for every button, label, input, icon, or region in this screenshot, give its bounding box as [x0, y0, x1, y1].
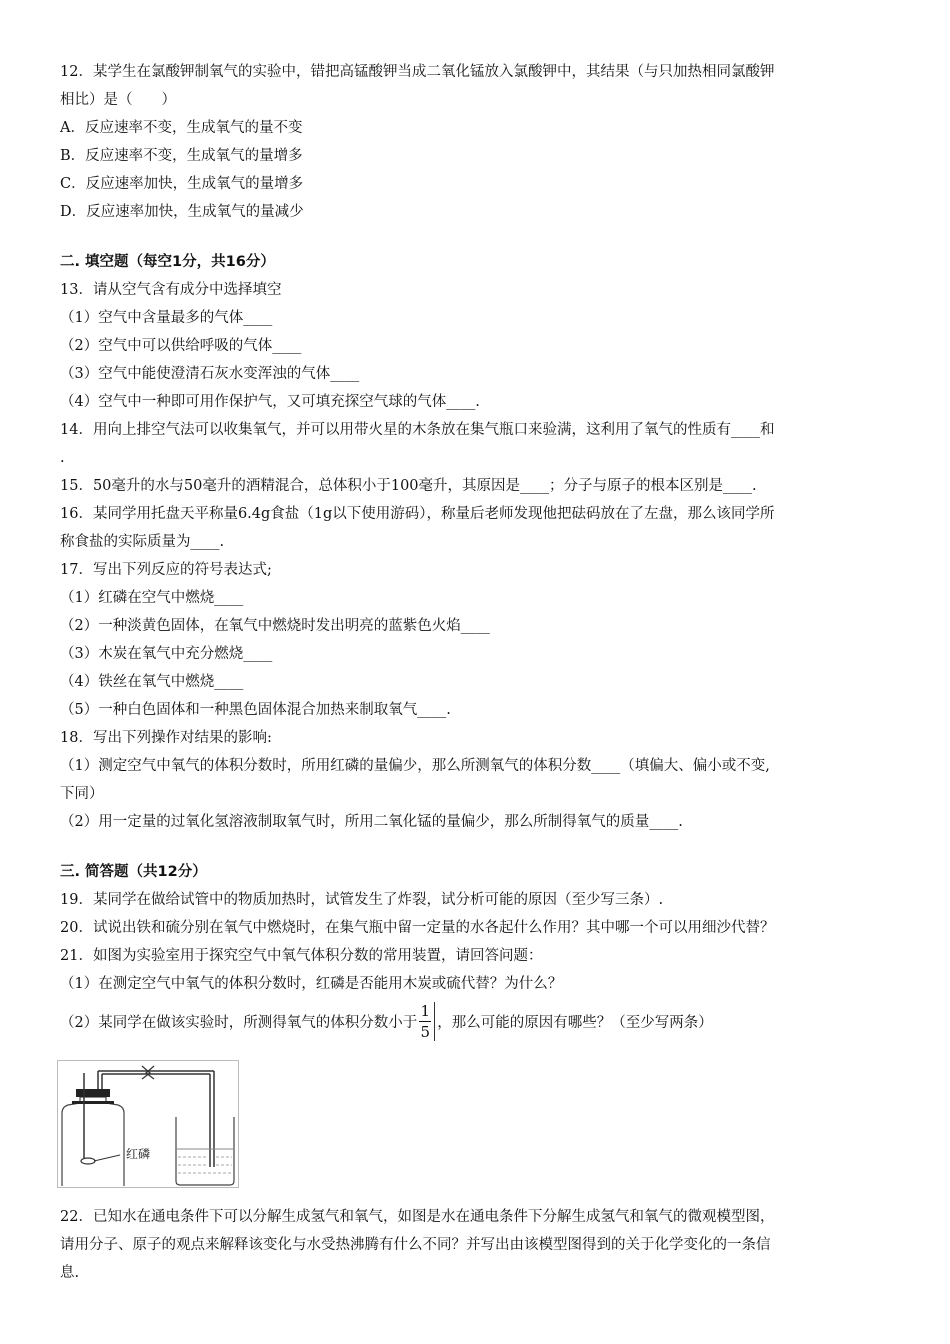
q15: 15．50毫升的水与50毫升的酒精混合，总体积小于100毫升，其原因是____；分子与原子的根本区别是____. — [60, 478, 757, 494]
fraction-numerator: 1 — [420, 1001, 430, 1020]
q18-item1-line1: （1）测定空气中氧气的体积分数时，所用红磷的量偏少，那么所测氧气的体积分数____（填偏大、偏小或不变, — [60, 758, 770, 774]
q21-item2-after: ，那么可能的原因有哪些？（至少写两条） — [437, 1014, 713, 1031]
q14-line1: 14．用向上排空气法可以收集氧气，并可以用带火星的木条放在集气瓶口来验满，这利用了氧气的性质有____和 — [60, 422, 775, 438]
q13-item-1: （1）空气中含量最多的气体____ — [60, 310, 273, 326]
q20: 20．试说出铁和硫分别在氧气中燃烧时，在集气瓶中留一定量的水各起什么作用？其中哪一个可以用细沙代替？ — [60, 920, 775, 936]
q18-item2: （2）用一定量的过氧化氢溶液制取氧气时，所用二氧化锰的量偏少，那么所制得氧气的质量____. — [60, 814, 683, 830]
q22-line2: 请用分子、原子的观点来解释该变化与水受热沸腾有什么不同？并写出由该模型图得到的关于化学变化的一条信 — [60, 1237, 771, 1253]
oxygen-apparatus-diagram — [57, 1060, 239, 1188]
q19: 19．某同学在做给试管中的物质加热时，试管发生了炸裂，试分析可能的原因（至少写三条）. — [60, 892, 664, 908]
apparatus-svg — [58, 1061, 238, 1187]
q13-item-2: （2）空气中可以供给呼吸的气体____ — [60, 338, 302, 354]
q13-stem: 13．请从空气含有成分中选择填空 — [60, 282, 282, 298]
q21-item2-before: （2）某同学在做该实验时，所测得氧气的体积分数小于 — [60, 1014, 418, 1031]
q18-item1-line2: 下同） — [60, 786, 104, 802]
section2-title: 二. 填空题（每空1分，共16分） — [60, 254, 275, 270]
q17-item-5: （5）一种白色固体和一种黑色固体混合加热来制取氧气____. — [60, 702, 451, 718]
red-phosphorus-label: 红磷 — [126, 1147, 151, 1161]
q22-line1: 22．已知水在通电条件下可以分解生成氢气和氧气，如图是水在通电条件下分解生成氢气和氧气的微观模型图， — [60, 1209, 775, 1225]
fraction-denominator: 5 — [420, 1022, 430, 1041]
fraction-bar — [419, 1021, 431, 1022]
q12-stem-line1: 12．某学生在氯酸钾制氧气的实验中，错把高锰酸钾当成二氧化锰放入氯酸钾中，其结果（与只加热相同氯酸钾 — [60, 64, 775, 80]
q21-stem: 21．如图为实验室用于探究空气中氧气体积分数的常用装置，请回答问题： — [60, 948, 543, 964]
q12-option-a: A．反应速率不变，生成氧气的量不变 — [60, 120, 303, 136]
q13-item-4: （4）空气中一种即可用作保护气，又可填充探空气球的气体____. — [60, 394, 480, 410]
q21-item2 — [60, 998, 890, 1044]
q17-item-2: （2）一种淡黄色固体，在氧气中燃烧时发出明亮的蓝紫色火焰____ — [60, 618, 490, 634]
q13-item-3: （3）空气中能使澄清石灰水变浑浊的气体____ — [60, 366, 360, 382]
q12-stem-line2: 相比）是（ ） — [60, 92, 176, 108]
q17-stem: 17．写出下列反应的符号表达式; — [60, 562, 272, 578]
section3-title: 三. 简答题（共12分） — [60, 864, 207, 880]
q17-item-3: （3）木炭在氧气中充分燃烧____ — [60, 646, 273, 662]
q12-option-d: D．反应速率加快，生成氧气的量减少 — [60, 204, 304, 220]
q21-item1: （1）在测定空气中氧气的体积分数时，红磷是否能用木炭或硫代替？为什么？ — [60, 976, 563, 992]
q14-line2: . — [60, 450, 65, 466]
q17-item-4: （4）铁丝在氧气中燃烧____ — [60, 674, 244, 690]
q17-item-1: （1）红磷在空气中燃烧____ — [60, 590, 244, 606]
q22-line3: 息. — [60, 1265, 80, 1281]
q22-block — [60, 1203, 890, 1287]
q18-stem: 18．写出下列操作对结果的影响: — [60, 730, 272, 746]
q12-option-c: C．反应速率加快，生成氧气的量增多 — [60, 176, 304, 192]
worksheet-page — [60, 58, 890, 1044]
q16-line2: 称食盐的实际质量为____. — [60, 534, 225, 550]
fraction-one-fifth — [419, 1002, 435, 1041]
q16-line1: 16．某同学用托盘天平称量6.4g食盐（1g以下使用游码），称量后老师发现他把砝码放在了左盘，那么该同学所 — [60, 506, 775, 522]
q12-option-b: B．反应速率不变，生成氧气的量增多 — [60, 148, 303, 164]
